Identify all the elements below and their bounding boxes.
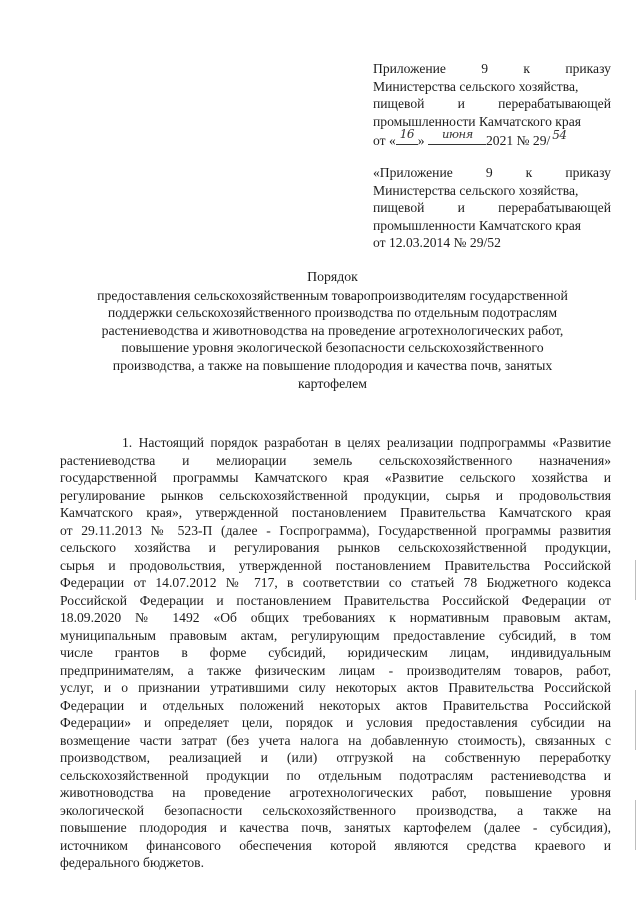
annex-line-2: Министерства сельского хозяйства, <box>373 182 579 198</box>
paragraph-1 <box>60 434 611 872</box>
date-quote: » <box>417 133 425 148</box>
annex-word: перерабатывающей <box>498 200 611 215</box>
title-line: растениеводства и животноводства на проведение агротехнологических работ, <box>101 322 564 338</box>
annex-header-current <box>373 60 611 150</box>
paragraph-line: Федерации и отдельных положений некоторых актов Правительства Российской <box>60 697 611 713</box>
paragraph-line: 18.09.2020 № 1492 «Об общих требованиях к нормативным правовым актам, <box>60 610 611 625</box>
annex-date-line <box>373 126 611 150</box>
paragraph-line: Федерации от 14.07.2012 № 717, в соответствии со статьей 78 Бюджетного кодекса <box>60 575 611 590</box>
annex-word: Приложение <box>373 61 446 76</box>
paragraph-line: Федерации» и определяет цели, порядок и условия предоставления субсидии на <box>60 715 611 730</box>
paragraph-line: от 29.11.2013 № 523-П (далее - Госпрограмма), Государственной программы развития <box>60 522 611 538</box>
paragraph-line: источником финансового обеспечения которой являются средства краевого и <box>60 837 611 853</box>
paragraph-line: повышение плодородия и качества почв, занятых картофелем (далее - субсидия), <box>60 820 611 835</box>
title-heading: Порядок <box>307 269 358 284</box>
paragraph-line: животноводства на проведение агротехнологических работ, повышение уровня <box>60 785 611 800</box>
scan-artifact <box>635 690 636 750</box>
date-year-number: 2021 № 29/ <box>485 133 551 148</box>
title-line: предоставления сельскохозяйственным товаропроизводителям государственной <box>97 287 568 303</box>
annex-number: 9 <box>481 61 489 76</box>
title-line: поддержки сельскохозяйственного производства по отдельным подотраслям <box>107 305 558 321</box>
annex-line-1 <box>373 164 611 182</box>
annex-word: приказу <box>565 61 611 76</box>
handwritten-month <box>428 126 486 145</box>
title-line: производства, а также на повышение плодородия и качества почв, занятых <box>112 357 553 373</box>
annex-line-5: от 12.03.2014 № 29/52 <box>373 235 501 250</box>
annex-line-4: промышленности Камчатского края <box>373 217 581 233</box>
annex-word: и <box>457 200 465 215</box>
paragraph-line: растениеводства и мелиорации земель сельскохозяйственного назначения» <box>60 452 611 468</box>
paragraph-line: сельскохозяйственной продукции по отдельным подотраслям растениеводства и <box>60 767 611 783</box>
annex-line-1 <box>373 60 611 78</box>
annex-word: к <box>525 165 533 180</box>
title-line: картофелем <box>298 375 367 391</box>
annex-line-4: промышленности Камчатского края <box>373 113 581 129</box>
document-title <box>60 268 605 392</box>
paragraph-line: производством, реализацией и (или) отгрузкой на собственную переработку <box>60 750 611 765</box>
annex-line-3 <box>373 95 611 113</box>
handwritten-number <box>550 127 574 145</box>
handwritten-day-text: 16 <box>399 126 415 141</box>
annex-word: «Приложение <box>373 165 453 180</box>
annex-word: пищевой <box>373 96 425 111</box>
date-prefix: от « <box>373 133 396 148</box>
paragraph-line: возмещение части затрат (без учета налога на добавленную стоимость), связанных с <box>60 732 611 748</box>
annex-word: приказу <box>565 165 611 180</box>
paragraph-line: муниципальным правовым актам, регулирующим предоставление субсидий, в том <box>60 627 611 643</box>
paragraph-line: Российской Федерации и постановлением Правительства Российской Федерации от <box>60 592 611 608</box>
annex-word: и <box>457 96 465 111</box>
annex-word: перерабатывающей <box>498 96 611 111</box>
paragraph-line: услуг, и о признании утратившими силу некоторых актов Правительства Российской <box>60 680 611 695</box>
annex-number: 9 <box>485 165 493 180</box>
title-line: повышение уровня экологической безопасности сельскохозяйственного <box>121 340 544 356</box>
annex-header-previous <box>373 164 611 252</box>
paragraph-line: предпринимателям, а также физическим лицам - производителям товаров, работ, <box>60 662 611 678</box>
handwritten-day <box>396 126 418 145</box>
paragraph-line: сельского хозяйства и регулирования рынков сельскохозяйственной продукции, <box>60 540 611 555</box>
paragraph-line: числе грантов в форме субсидий, юридическим лицам, индивидуальным <box>60 645 611 660</box>
paragraph-line: экологической безопасности сельскохозяйственного производства, а также на <box>60 802 611 818</box>
annex-line-2: Министерства сельского хозяйства, <box>373 78 579 94</box>
annex-line-3 <box>373 199 611 217</box>
paragraph-line: регулирование рынков сельскохозяйственной продукции, сырья и продовольствия <box>60 487 611 503</box>
annex-word: пищевой <box>373 200 425 215</box>
handwritten-number-text: 54 <box>552 127 567 142</box>
paragraph-line: сырья и продовольствия, утвержденной постановлением Правительства Российской <box>60 557 611 573</box>
scan-artifact <box>635 560 636 600</box>
paragraph-line: государственной программы Камчатского края «Развитие сельского хозяйства и <box>60 470 611 485</box>
paragraph-line: федерального бюджетов. <box>60 855 204 870</box>
scan-artifact <box>635 800 636 850</box>
handwritten-month-text: июня <box>441 126 473 141</box>
paragraph-line: Камчатского края», утвержденной постановлением Правительства Камчатского края <box>60 505 611 520</box>
annex-word: к <box>523 61 530 76</box>
paragraph-line: 1. Настоящий порядок разработан в целях реализации подпрограммы «Развитие <box>122 435 611 450</box>
